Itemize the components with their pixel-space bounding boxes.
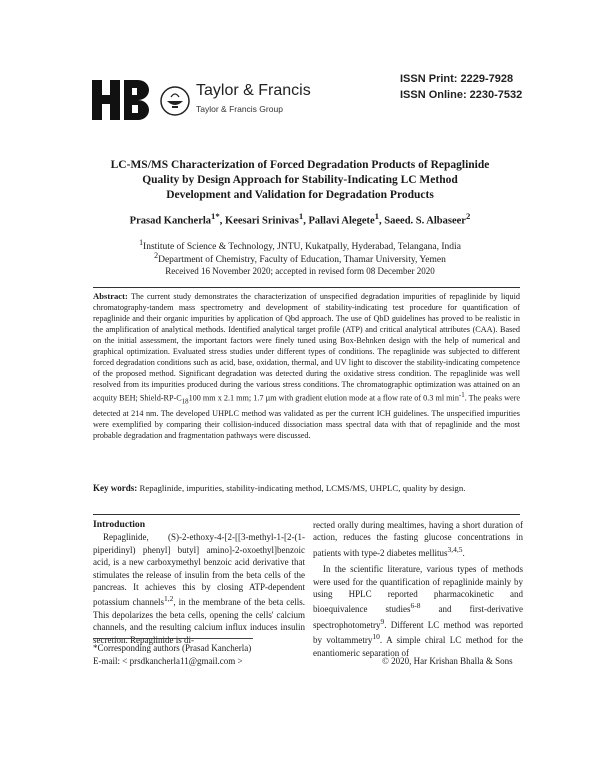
publisher-group: Taylor & Francis Group [196, 104, 283, 114]
author-name: Prasad Kancherla [129, 215, 212, 227]
title-line: Quality by Design Approach for Stability-Indicating LC Method [142, 174, 458, 186]
body-column-left [93, 519, 305, 646]
lamp-icon [160, 86, 190, 116]
issn-online: ISSN Online: 2230-7532 [400, 89, 523, 101]
copyright: © 2020, Har Krishan Bhalla & Sons [382, 656, 513, 666]
paragraph: Repaglinide, (S)-2-ethoxy-4-[2-[[3-methyl-1-[2-(1-piperidinyl) phenyl] butyl] amino]-2-oxoethyl]benzoic acid, is a new carboxymethyl benzoic acid derivative that stimulates the release of insulin from the beta cells of the pancreas. It achieves this by closing ATP-dependent potassium channels$^{1,2}$, in the membrane of the beta cells. This depolarizes the beta cells, opening the cells' calcium channels, and the resulting calcium influx induces insulin secretion. Repaglinide is di- [93, 532, 305, 645]
section-heading: Introduction [93, 519, 146, 530]
keywords-label: Key words: [93, 483, 138, 493]
paragraph: rected orally during mealtimes, having a short duration of action, reduces the fasting glucose concentrations in patients with type-2 diabetes mellitus$^{3,4,5}$. [313, 520, 523, 558]
paragraph: In the scientific literature, various types of methods were used for the quantification of repaglinide mainly by using HPLC reported pharmacokinetic and bioequivalence studies$^{6-8}$ and first-derivative spectrophotometry$^9$. Different LC method was reported by voltammetry$^{10}$. A simple chiral LC method for the enantiomeric separation of [313, 564, 523, 658]
hb-logo-mark [92, 78, 154, 122]
issn-print: ISSN Print: 2229-7928 [400, 73, 514, 85]
publisher-logo [92, 74, 332, 124]
abstract-label: Abstract: [93, 291, 128, 301]
author-sup: 1 [374, 211, 380, 221]
title-line: Development and Validation for Degradation Products [166, 189, 434, 201]
author-name: Saeed. S. Albaseer [384, 215, 466, 227]
keywords: Key words: Repaglinide, impurities, stability-indicating method, LCMS/MS, UHPLC, quality by design. [93, 483, 466, 493]
author-sup: 1* [211, 211, 220, 221]
author-name: Pallavi Alegete [308, 215, 375, 227]
body-column-right [313, 519, 523, 659]
corresponding-email: E-mail: < prsdkancherla11@gmail.com > [93, 656, 243, 666]
author-name: Keesari Srinivas [225, 215, 299, 227]
author-sup: 2 [465, 211, 471, 221]
title-line: LC-MS/MS Characterization of Forced Degradation Products of Repaglinide [110, 159, 490, 171]
abstract-top-rule [93, 287, 520, 288]
publisher-name: Taylor & Francis [196, 82, 311, 99]
author-sup: 1 [298, 211, 304, 221]
abstract-bottom-rule [93, 514, 520, 515]
affiliation: $^2$Department of Chemistry, Faculty of Education, Thamar University, Yemen [154, 251, 446, 266]
author-list: Prasad Kancherla$^{1*}$, Keesari Srinivas$^1$, Pallavi Alegete$^1$, Saeed. S. Albaseer$^2$ [129, 211, 471, 227]
abstract: Abstract: The current study demonstrates the characterization of unspecified degradation impurities of repaglinide by liquid chromatography-tandem mass spectrometry and development of stability-indicating test procedure for quantification of repaglinide and their organic impurities by application of Qbd approach. The use of QbD guidelines has proved to be realistic in the amplification of analytical methods. Identified analytical target profile (ATP) and critical analytical attributes (CAA). Based on the initial assessment, the important factors were finely tuned using Box-Behnken design with the help of numerical and graphical optimization. Evaluated stress studies under different types of conditions. The repaglinide was subjected to different forced degradation conditions such as acid, base, oxidation, thermal, and UV light to discover the stability-indicating competence of the proposed method. Significant degradation was detected during the oxidative stress condition. The repaglinide was well resolved from its impurities produced during the various stress conditions. The chromatographic optimization was attained on an acquity BEH; Shield-$RP-C_{18}100$ mm x 2.1 mm; 1.7 µm with gradient elution mode at a flow rate of 0.3 ml $\min^{-1}$. The peaks were detected at 214 nm. The developed UHPLC method was validated as per the current ICH guidelines. The unspecified impurities were exemplified by comparing their collision-induced dissociation mass spectral data with that of repaglinide and the most probable degradation and fragmentation pathways were discussed. [93, 291, 520, 440]
corresponding-author: *Corresponding authors (Prasad Kancherla) [93, 643, 252, 653]
affiliation: $^1$Institute of Science & Technology, JNTU, Kukatpally, Hyderabad, Telangana, India [139, 238, 461, 253]
received-dates: Received 16 November 2020; accepted in revised form 08 December 2020 [165, 266, 435, 276]
footnote-rule [93, 638, 253, 639]
article-title [60, 158, 540, 203]
